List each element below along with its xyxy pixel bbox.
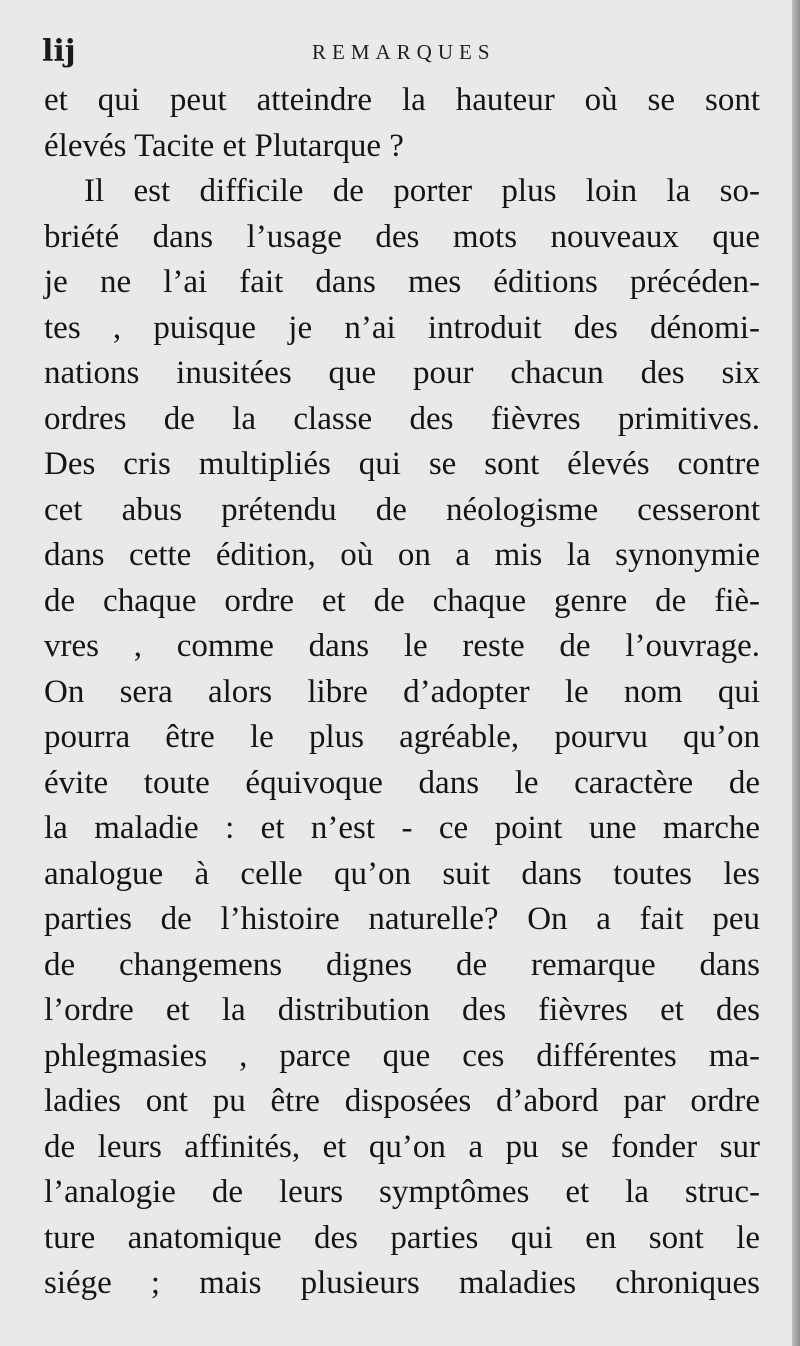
text-line: On sera alors libre d’adopter le nom qui — [44, 673, 760, 710]
text-line: siége ; mais plusieurs maladies chroniques — [44, 1265, 760, 1301]
text-line: l’ordre et la distribution des fièvres et des — [44, 992, 760, 1028]
paragraph-start-line: Il est difficile de porter plus loin la so- — [84, 173, 760, 209]
text-line: élevés Tacite et Plutarque ? — [44, 127, 404, 164]
text-line: nations inusitées que pour chacun des six — [44, 355, 760, 391]
page-edge-shadow — [792, 0, 800, 1346]
text-line: cet abus prétendu de néologisme cesseront — [44, 491, 760, 528]
text-line: phlegmasies , parce que ces différentes ma- — [44, 1037, 760, 1074]
text-line: ture anatomique des parties qui en sont le — [44, 1219, 760, 1256]
page-number: lij — [42, 34, 76, 69]
text-line: de chaque ordre et de chaque genre de fiè- — [44, 582, 760, 619]
text-line: la maladie : et n’est - ce point une marche — [44, 810, 760, 846]
text-line: Des cris multipliés qui se sont élevés contre — [44, 446, 760, 482]
text-line: de changemens dignes de remarque dans — [44, 946, 760, 983]
text-line: de leurs affinités, et qu’on a pu se fonder sur — [44, 1128, 760, 1165]
text-line: tes , puisque je n’ai introduit des dénomi- — [44, 309, 760, 346]
body-text — [44, 78, 760, 1307]
running-head: REMARQUES — [312, 40, 496, 64]
text-line: je ne l’ai fait dans mes éditions précéden- — [44, 264, 760, 300]
text-line: dans cette édition, où on a mis la synonymie — [44, 537, 760, 573]
text-line: et qui peut atteindre la hauteur où se sont — [44, 82, 760, 118]
text-line: ordres de la classe des fièvres primitives. — [44, 400, 760, 437]
text-line: l’analogie de leurs symptômes et la struc- — [44, 1174, 760, 1210]
text-line: ladies ont pu être disposées d’abord par ordre — [44, 1083, 760, 1119]
text-line: vres , comme dans le reste de l’ouvrage. — [44, 628, 760, 664]
page-header — [42, 34, 762, 74]
text-line: analogue à celle qu’on suit dans toutes les — [44, 855, 760, 892]
text-line: évite toute équivoque dans le caractère de — [44, 764, 760, 801]
text-line: parties de l’histoire naturelle? On a fait peu — [44, 901, 760, 937]
text-line: briété dans l’usage des mots nouveaux que — [44, 218, 760, 255]
text-line: pourra être le plus agréable, pourvu qu’on — [44, 719, 760, 755]
